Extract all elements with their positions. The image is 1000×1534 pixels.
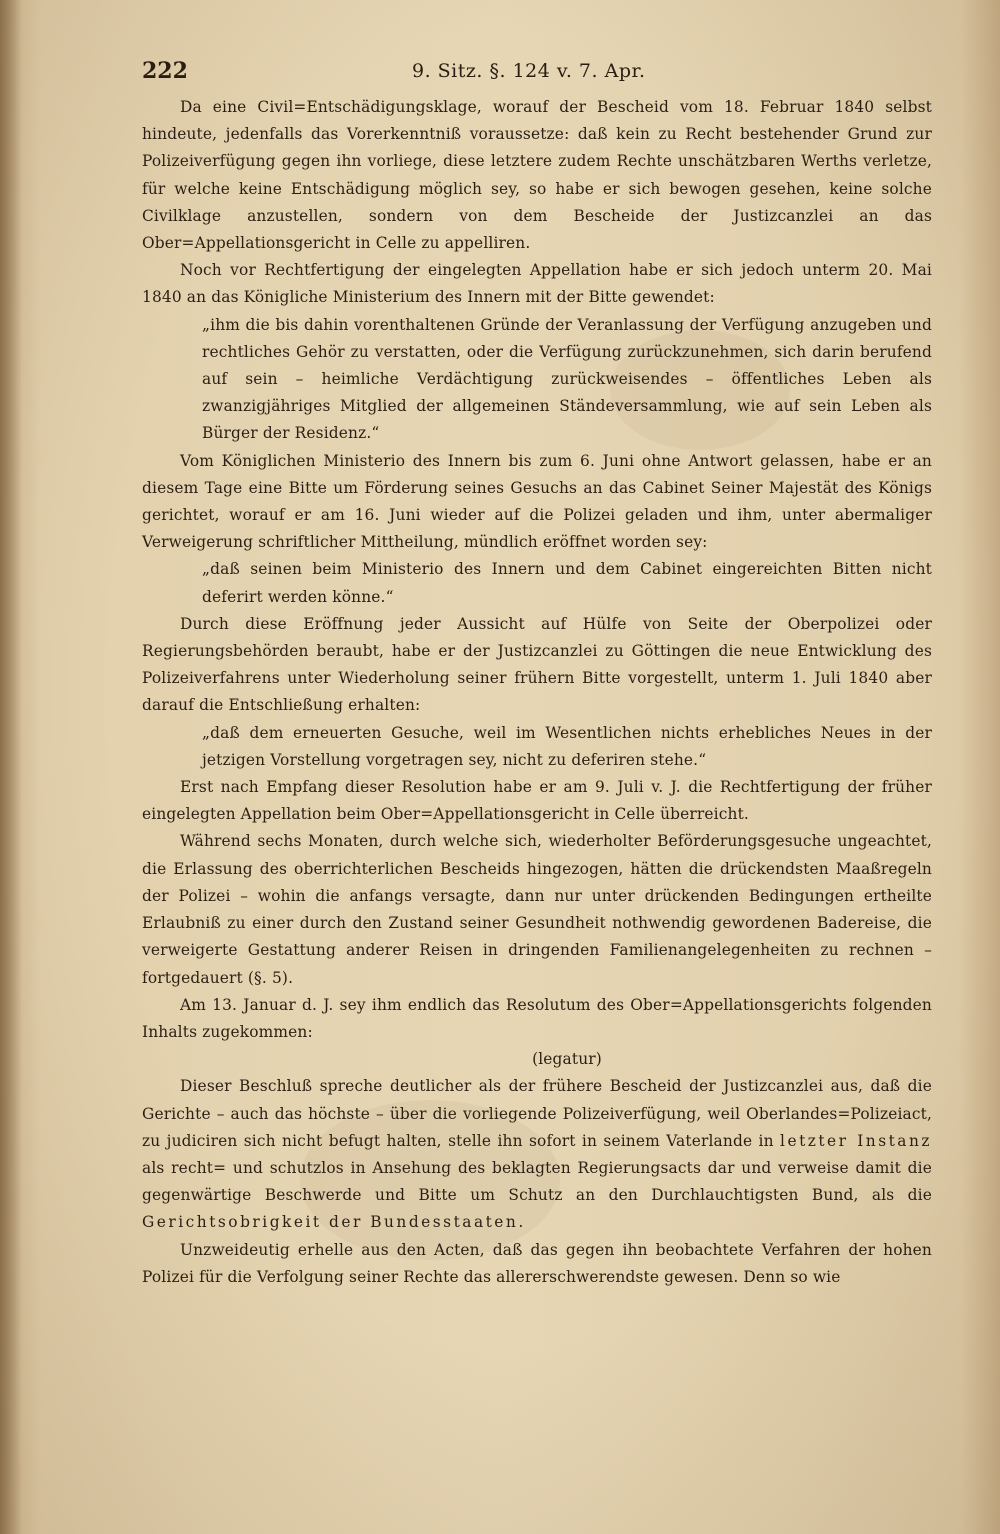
paragraph: Vom Königlichen Ministerio des Innern bis zum 6. Juni ohne Antwort gelassen, habe er an diesem Tage eine Bitte um Förderung seines Gesuchs an das Cabinet Seiner Majestät des Königs gerichtet, worauf er am 16. Juni wieder auf die Polizei geladen und ihm, unter abermaliger Verweigerung schriftlicher Mittheilung, mündlich eröffnet worden sey: xyxy=(142,451,932,552)
paragraph-text: Dieser Beschluß spreche deutlicher als der frühere Bescheid der Justizcanzlei aus, daß die Gerichte – auch das höchste – über die vorliegende Polizeiverfügung, weil Oberlandes=Polizeiact, zu judiciren sich nicht befugt halten, stelle ihn sofort in seinem Vaterlande in xyxy=(142,1077,932,1150)
emphasized-text: letzter Instanz xyxy=(780,1131,932,1150)
quotation: „daß seinen beim Ministerio des Innern und dem Cabinet eingereichten Bitten nicht deferirt werden könne.“ xyxy=(202,560,932,606)
body-text xyxy=(142,94,932,1291)
paragraph: Da eine Civil=Entschädigungsklage, worauf der Bescheid vom 18. Februar 1840 selbst hindeute, jedenfalls das Vorerkenntniß voraussetze: daß kein zu Recht bestehender Grund zur Polizeiverfügung gegen ihn vorliege, diese letztere zudem Rechte unschätzbaren Werths verletze, für welche keine Entschädigung möglich sey, so habe er sich bewogen gesehen, keine solche Civilklage anzustellen, sondern von dem Bescheide der Justizcanzlei an das Ober=Appellationsgericht in Celle zu appelliren. xyxy=(142,98,932,253)
paragraph: Während sechs Monaten, durch welche sich, wiederholter Beförderungsgesuche ungeachtet, die Erlassung des oberrichterlichen Bescheids hingezogen, hätten die drückendsten Maaßregeln der Polizei – wohin die anfangs versagte, dann nur unter drückenden Bedingungen ertheilte Erlaubniß zu einer durch den Zustand seiner Gesundheit nothwendig gewordenen Badereise, die verweigerte Gestattung anderer Reisen in dringenden Familienangelegenheiten zu rechnen – fortgedauert (§. 5). xyxy=(142,832,932,987)
paragraph-text: als recht= und schutzlos in Ansehung des beklagten Regierungsacts dar und verweise damit die gegenwärtige Beschwerde und Bitte um Schutz an den Durchlauchtigsten Bund, als die xyxy=(142,1158,932,1205)
legatur-note: (legatur) xyxy=(532,1050,602,1069)
paragraph: Am 13. Januar d. J. sey ihm endlich das Resolutum des Ober=Appellationsgerichts folgenden Inhalts zugekommen: xyxy=(142,995,932,1041)
paragraph: Erst nach Empfang dieser Resolution habe er am 9. Juli v. J. die Rechtfertigung der früher eingelegten Appellation beim Ober=Appellationsgericht in Celle überreicht. xyxy=(142,778,932,824)
paragraph-text: . xyxy=(518,1213,524,1232)
emphasized-text: Gerichtsobrigkeit der Bundesstaaten xyxy=(142,1213,519,1232)
page-edge-shadow xyxy=(0,0,22,1534)
quotation: „ihm die bis dahin vorenthaltenen Gründe der Veranlassung der Verfügung anzugeben und rechtliches Gehör zu verstatten, oder die Verfügung zurückzunehmen, sich darin berufend auf sein – heimliche Verdächtigung zurückweisendes – öffentliches Leben als zwanzigjähriges Mitglied der allgemeinen Ständeversammlung, wie auf sein Leben als Bürger der Residenz.“ xyxy=(202,315,932,443)
page-header xyxy=(142,58,932,92)
page-number: 222 xyxy=(142,58,188,84)
paragraph xyxy=(142,1073,932,1236)
paragraph: Unzweideutig erhelle aus den Acten, daß das gegen ihn beobachtete Verfahren der hohen Polizei für die Verfolgung seiner Rechte das allererschwerendste gewesen. Denn so wie xyxy=(142,1240,932,1286)
paragraph: Noch vor Rechtfertigung der eingelegten Appellation habe er sich jedoch unterm 20. Mai 1840 an das Königliche Ministerium des Innern mit der Bitte gewendet: xyxy=(142,261,932,307)
running-head: 9. Sitz. §. 124 v. 7. Apr. xyxy=(412,60,646,82)
paragraph: Durch diese Eröffnung jeder Aussicht auf Hülfe von Seite der Oberpolizei oder Regierungsbehörden beraubt, habe er der Justizcanzlei zu Göttingen die neue Entwicklung des Polizeiverfahrens unter Wiederholung seiner frühern Bitte vorgestellt, unterm 1. Juli 1840 aber darauf die Entschließung erhalten: xyxy=(142,614,932,715)
quotation: „daß dem erneuerten Gesuche, weil im Wesentlichen nichts erhebliches Neues in der jetzigen Vorstellung vorgetragen sey, nicht zu deferiren stehe.“ xyxy=(202,723,932,769)
